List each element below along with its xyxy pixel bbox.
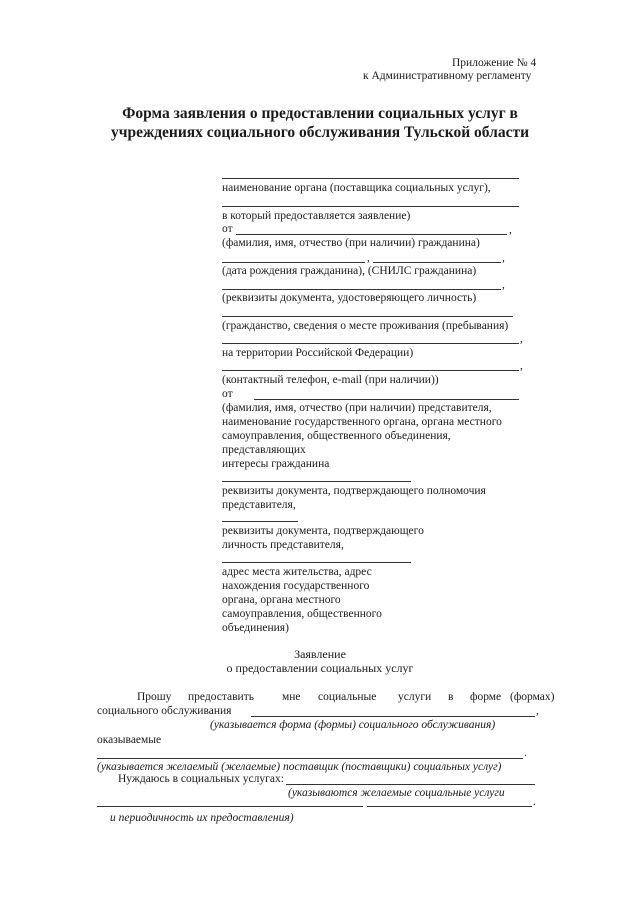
address-field[interactable]: [222, 562, 411, 563]
rep-id-field[interactable]: [222, 521, 298, 522]
address-line-5: объединения): [222, 622, 289, 634]
rep-id-line-2: личность представителя,: [222, 539, 344, 551]
appendix-reference: к Административному регламенту: [363, 70, 532, 82]
org-name-label: наименование органа (поставщика социальных услуг),: [222, 182, 491, 194]
periodicity-hint: и периодичность их предоставления): [110, 812, 294, 824]
social-service-label: социального обслуживания: [97, 705, 232, 717]
form-hint: (указывается форма (формы) социального обслуживания): [210, 719, 496, 731]
from-label: от: [222, 223, 233, 235]
request-word: в: [448, 691, 454, 703]
comma: ,: [509, 224, 512, 236]
contacts-label: (контактный телефон, e-mail (при наличии)): [222, 374, 439, 386]
birth-date-field[interactable]: [222, 262, 365, 263]
period: .: [524, 747, 527, 759]
citizenship-field[interactable]: [222, 316, 513, 317]
request-word: мне: [282, 691, 301, 703]
authority-doc-field[interactable]: [222, 481, 411, 482]
services-field-3[interactable]: [367, 806, 532, 807]
address-line-3: органа, органа местного: [222, 594, 341, 606]
from-label-2: от: [222, 388, 233, 400]
request-word: Прошу: [137, 691, 172, 703]
citizenship-label: (гражданство, сведения о месте проживания (пребывания): [222, 320, 509, 332]
rep-line-5: интересы гражданина: [222, 458, 330, 470]
appendix-number: Приложение № 4: [452, 57, 537, 69]
comma: ,: [520, 333, 523, 345]
org-name-line-2[interactable]: [222, 206, 519, 207]
services-field[interactable]: [286, 784, 535, 785]
authority-doc-line-2: представителя,: [222, 499, 296, 511]
statement-heading: Заявление: [294, 647, 346, 661]
request-word: (формах): [510, 691, 555, 703]
territory-label: на территории Российской Федерации): [222, 347, 414, 359]
comma: ,: [536, 705, 539, 717]
contacts-field[interactable]: [222, 370, 519, 371]
submitted-to-label: в который предоставляется заявление): [222, 210, 411, 222]
authority-doc-line-1: реквизиты документа, подтверждающего полномочия: [222, 485, 486, 497]
id-doc-field[interactable]: [222, 289, 501, 290]
page-title-line-2: учреждениях социального обслуживания Тульской области: [110, 124, 530, 141]
address-line-1: адрес места жительства, адрес: [222, 566, 372, 578]
need-label: Нуждаюсь в социальных услугах:: [118, 773, 284, 785]
comma: ,: [502, 252, 505, 264]
comma: ,: [367, 252, 370, 264]
page-title-line-1: Форма заявления о предоставлении социальных услуг в: [122, 105, 518, 122]
org-name-line[interactable]: [222, 178, 519, 179]
rep-line-2: наименование государственного органа, органа местного: [222, 416, 502, 428]
rep-line-1: (фамилия, имя, отчество (при наличии) представителя,: [222, 402, 492, 414]
rep-id-line-1: реквизиты документа, подтверждающего: [222, 525, 424, 537]
statement-subheading: о предоставлении социальных услуг: [226, 661, 414, 675]
citizen-fio-label: (фамилия, имя, отчество (при наличии) гражданина): [222, 237, 480, 249]
comma: ,: [520, 360, 523, 372]
birth-snils-label: (дата рождения гражданина), (СНИЛС гражданина): [222, 265, 477, 277]
address-line-2: нахождения государственного: [222, 580, 370, 592]
snils-field[interactable]: [373, 262, 501, 263]
request-word: предоставить: [188, 691, 254, 703]
provided-label: оказываемые: [97, 734, 162, 746]
request-word: услуги: [398, 691, 432, 703]
comma: ,: [502, 279, 505, 291]
request-word: форме: [470, 691, 502, 703]
residence-field[interactable]: [222, 343, 519, 344]
provider-hint: (указывается желаемый (желаемые) поставщик (поставщики) социальных услуг): [97, 761, 502, 773]
rep-line-3: самоуправления, общественного объединения,: [222, 430, 451, 442]
period: .: [533, 796, 536, 808]
address-line-4: самоуправления, общественного: [222, 608, 382, 620]
service-form-field[interactable]: [251, 716, 535, 717]
rep-line-4: представляющих: [222, 444, 306, 456]
services-field-2[interactable]: [97, 806, 363, 807]
need-hint: (указываются желаемые социальные услуги: [288, 787, 505, 799]
request-word: социальные: [318, 691, 377, 703]
citizen-name-field[interactable]: [236, 234, 507, 235]
id-doc-label: (реквизиты документа, удостоверяющего личность): [222, 292, 477, 304]
representative-field[interactable]: [254, 399, 519, 400]
provider-field[interactable]: [97, 758, 523, 759]
